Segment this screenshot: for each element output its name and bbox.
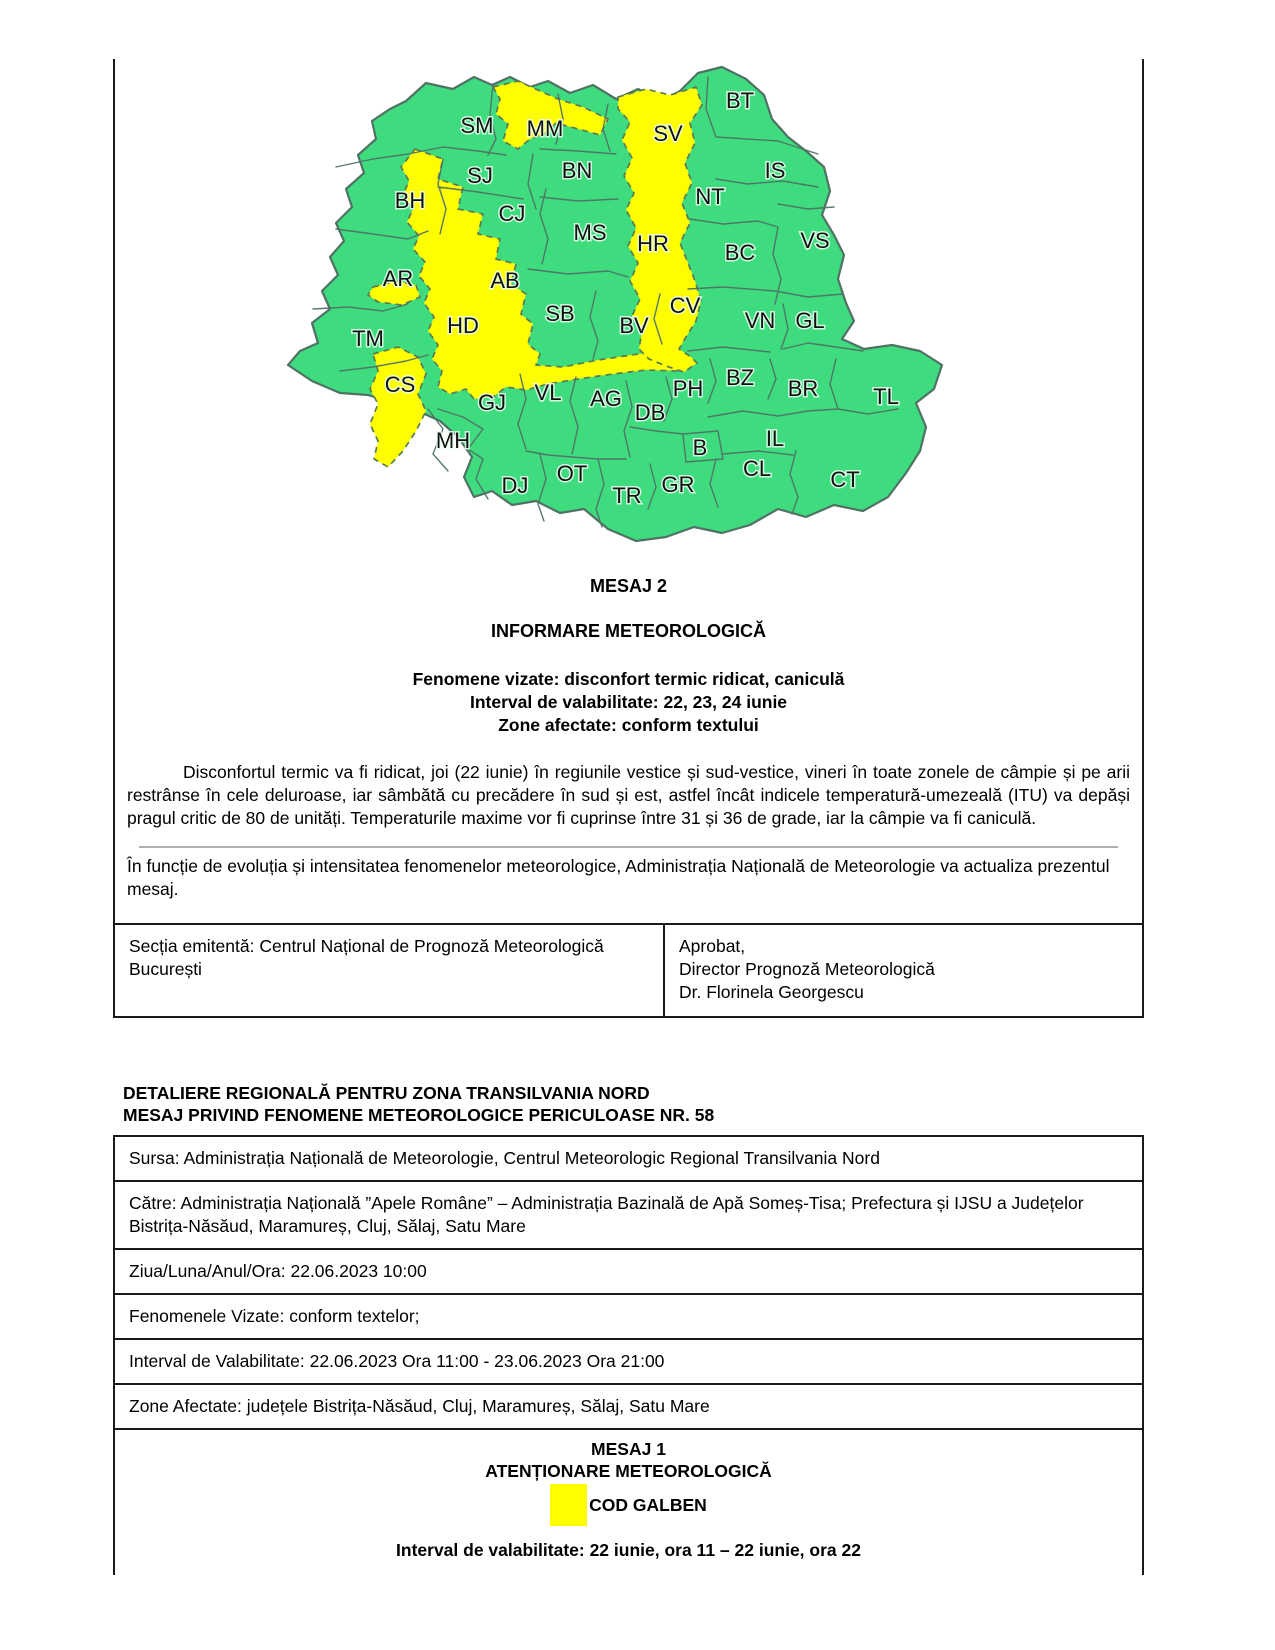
county-label-b: B [692, 435, 708, 460]
county-label-is: IS [764, 158, 786, 183]
county-label-cj: CJ [498, 201, 526, 226]
regional-heading-line1: DETALIERE REGIONALĂ PENTRU ZONA TRANSILVANIA NORD [123, 1083, 650, 1103]
info-row-zone-afectate: Zone Afectate: județele Bistrița-Năsăud, Cluj, Maramureș, Sălaj, Satu Mare [115, 1385, 1142, 1430]
approval-line: Aprobat, [679, 936, 746, 956]
approval-cell [665, 925, 1142, 1016]
regional-table [113, 1135, 1144, 1575]
message1-subtitle: ATENȚIONARE METEOROLOGICĂ [485, 1461, 772, 1481]
regional-heading [113, 1082, 1144, 1126]
message2-phenomena: Fenomene vizate: disconfort termic ridicat, caniculă [412, 669, 845, 689]
county-label-sv: SV [653, 121, 683, 146]
info-row-sursa: Sursa: Administrația Națională de Meteorologie, Centrul Meteorologic Regional Transilvania Nord [115, 1137, 1142, 1182]
county-label-vl: VL [534, 380, 562, 405]
county-label-sb: SB [545, 301, 575, 326]
county-label-vn: VN [744, 308, 776, 333]
approval-line: Director Prognoză Meteorologică [679, 959, 935, 979]
info-row-interval: Interval de Valabilitate: 22.06.2023 Ora 11:00 - 23.06.2023 Ora 21:00 [115, 1340, 1142, 1385]
county-label-cs: CS [384, 372, 416, 397]
code-line [129, 1484, 1128, 1526]
county-label-ot: OT [556, 461, 588, 486]
county-label-cv: CV [669, 293, 701, 318]
county-label-sj: SJ [467, 163, 493, 188]
county-label-br: BR [787, 376, 819, 401]
county-label-mh: MH [435, 428, 471, 453]
county-label-bz: BZ [725, 365, 755, 390]
yellow-code-swatch [550, 1484, 587, 1526]
county-label-dj: DJ [501, 473, 529, 498]
approval-line: Dr. Florinela Georgescu [679, 982, 864, 1002]
county-label-tr: TR [612, 483, 642, 508]
county-label-vs: VS [800, 228, 830, 253]
county-label-bn: BN [561, 158, 593, 183]
county-label-cl: CL [742, 456, 772, 481]
county-label-ph: PH [672, 376, 704, 401]
county-label-gj: GJ [477, 390, 507, 415]
county-label-sm: SM [460, 113, 494, 138]
message1-validity: Interval de valabilitate: 22 iunie, ora 11 – 22 iunie, ora 22 [396, 1540, 861, 1560]
issuing-section-cell: Secția emitentă: Centrul Național de Prognoză Meteorologică București [115, 925, 665, 1016]
county-label-bv: BV [619, 313, 649, 338]
county-label-bh: BH [394, 188, 426, 213]
regional-info-rows [115, 1137, 1142, 1430]
county-label-ar: AR [382, 266, 414, 291]
message1-title: MESAJ 1 [591, 1439, 666, 1459]
county-label-db: DB [634, 400, 666, 425]
county-label-ab: AB [490, 268, 520, 293]
section-divider [139, 846, 1118, 848]
county-label-il: IL [765, 426, 785, 451]
county-label-hr: HR [637, 231, 669, 256]
warning-zone-caras [370, 347, 426, 467]
romania-warning-map [115, 59, 1142, 562]
message2-note: În funcție de evoluția și intensitatea fenomenelor meteorologice, Administrația Națională de Meteorologie va actualiza prezentul mesaj. [127, 856, 1110, 899]
code-label: COD GALBEN [589, 1494, 707, 1515]
county-label-tm: TM [352, 326, 384, 351]
message2-zones: Zone afectate: conform textului [498, 715, 759, 735]
document-body [113, 59, 1144, 1575]
regional-heading-line2: MESAJ PRIVIND FENOMENE METEOROLOGICE PERICULOASE NR. 58 [123, 1105, 715, 1125]
county-label-ag: AG [590, 386, 622, 411]
info-row-catre: Către: Administrația Națională ”Apele Române” – Administrația Bazinală de Apă Someș-Tisa; Prefectura și IJSU a Județelor Bistrița-Năsăud, Maramureș, Cluj, Sălaj, Satu Mare [115, 1182, 1142, 1250]
message2-body: Disconfortul termic va fi ridicat, joi (22 iunie) în regiunile vestice și sud-vestice, vineri în toate zonele de câmpie și pe arii restrânse în cele deluroase, iar sâmbătă cu precădere în sud și est, astfel încât indicele temperatură-umezeală (ITU) va depăși pragul critic de 80 de unități. Temperaturile maxime vor fi cuprinse între 31 și 36 de grade, iar la câmpie va fi caniculă. [127, 762, 1130, 828]
info-row-data-ora: Ziua/Luna/Anul/Ora: 22.06.2023 10:00 [115, 1250, 1142, 1295]
message2-validity: Interval de valabilitate: 22, 23, 24 iunie [469, 692, 788, 712]
county-label-hd: HD [447, 313, 479, 338]
info-row-fenomene: Fenomenele Vizate: conform textelor; [115, 1295, 1142, 1340]
message2-subtitle: INFORMARE METEOROLOGICĂ [491, 621, 766, 641]
map-svg [278, 59, 950, 562]
county-label-bt: BT [725, 88, 755, 113]
message2-table [113, 59, 1144, 1018]
county-label-gr: GR [661, 472, 695, 497]
county-label-gl: GL [795, 308, 825, 333]
county-label-ms: MS [573, 220, 607, 245]
county-label-bc: BC [724, 240, 756, 265]
county-label-nt: NT [695, 184, 725, 209]
signature-row [115, 923, 1142, 1016]
message1-cell [115, 1430, 1142, 1575]
county-label-mm: MM [526, 116, 564, 141]
county-label-ct: CT [830, 467, 860, 492]
county-label-tl: TL [873, 384, 899, 409]
message2-title: MESAJ 2 [589, 576, 668, 596]
